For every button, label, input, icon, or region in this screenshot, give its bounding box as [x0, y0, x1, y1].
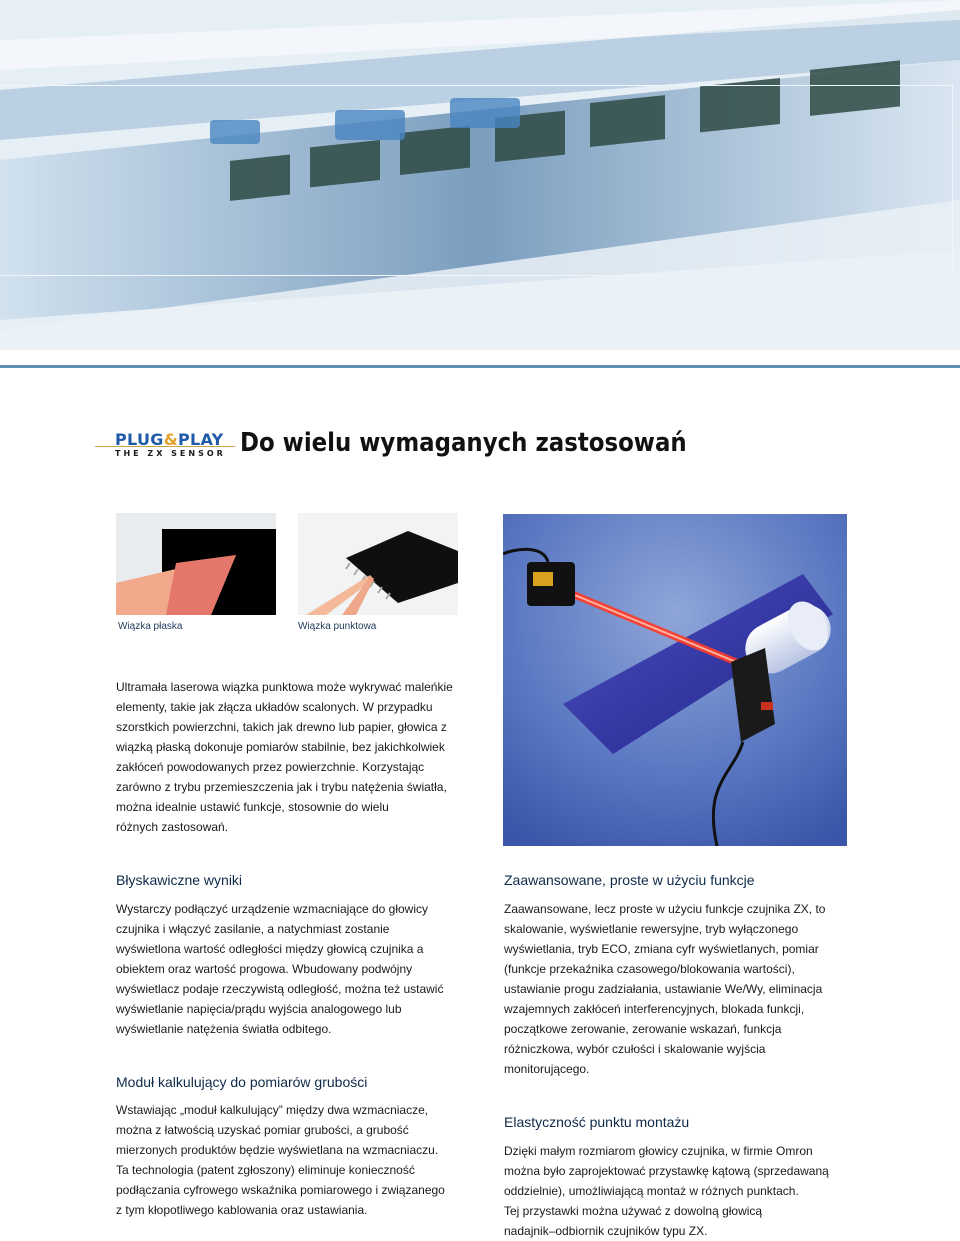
point-beam-image: [298, 513, 458, 615]
text-line: wyświetlona wartość odległości między głowicą czujnika a: [116, 942, 424, 956]
text-line: podłączania cyfrowego wskaźnika pomiarowego i związanego: [116, 1183, 445, 1197]
section-heading-fast-results: Błyskawiczne wyniki: [116, 872, 243, 888]
text-line: wyświetlania, tryb ECO, zmiana cyfr wyświetlanych, pomiar: [504, 942, 819, 956]
section-heading-mounting: Elastyczność punktu montażu: [504, 1114, 690, 1130]
divider-rule: [0, 365, 960, 368]
advanced-functions-paragraph: [504, 899, 864, 1079]
flat-beam-image: [116, 513, 276, 615]
text-line: ustawianie progu zadziałania, ustawianie We/Wy, eliminacja: [504, 982, 823, 996]
text-line: wyświetlanie natężenia światła odbitego.: [116, 1022, 332, 1036]
text-line: Ta technologia (patent zgłoszony) eliminuje konieczność: [116, 1163, 415, 1177]
text-line: Dzięki małym rozmiarom głowicy czujnika, w firmie Omron: [504, 1144, 813, 1158]
text-line: Tej przystawki można używać z dowolną głowicą: [504, 1204, 763, 1218]
text-line: można idealnie ustawić funkcje, stosownie do wielu: [116, 800, 389, 814]
logo-subtitle: THE ZX SENSOR: [115, 449, 226, 458]
text-line: mierzonych produktów będzie wyświetlana na wzmacniaczu.: [116, 1143, 439, 1157]
text-line: zakłóceń powodowanych przez powierzchnie. Korzystając: [116, 760, 425, 774]
hero-frame: [0, 85, 953, 276]
text-line: zarówno z trybu przemieszczenia jak i trybu natężenia światła,: [116, 780, 447, 794]
text-line: różnych zastosowań.: [116, 820, 229, 834]
text-line: Ultramała laserowa wiązka punktowa może wykrywać maleńkie: [116, 680, 453, 694]
text-line: wyświetlanie napięcia/prądu wyjścia analogowego lub: [116, 1002, 402, 1016]
text-line: wyświetlacz podaje rzeczywistą odległość, można też ustawić: [116, 982, 444, 996]
text-line: czujnika i włączyć zasilanie, a natychmiast zostanie: [116, 922, 390, 936]
mounting-paragraph: [504, 1141, 864, 1241]
text-line: nadajnik–odbiornik czujników typu ZX.: [504, 1224, 708, 1238]
plug-and-play-logo: [95, 428, 235, 462]
text-line: Zaawansowane, lecz proste w użyciu funkcje czujnika ZX, to: [504, 902, 826, 916]
text-line: skalowanie, wyświetlanie rewersyjne, tryb wyłączonego: [504, 922, 799, 936]
text-line: można z łatwością uzyskać pomiar grubości, a grubość: [116, 1123, 409, 1137]
point-beam-caption: Wiązka punktowa: [298, 621, 377, 632]
text-line: (funkcje przekaźnika czasowego/blokowania wartości),: [504, 962, 795, 976]
text-line: można było zaprojektować przystawkę kątową (sprzedawaną: [504, 1164, 829, 1178]
text-line: obiektem oraz wartość progowa. Wbudowany podwójny: [116, 962, 413, 976]
flat-beam-caption: Wiązka płaska: [118, 621, 183, 632]
text-line: szorstkich powierzchni, takich jak drewno lub papier, głowica z: [116, 720, 447, 734]
fast-results-paragraph: [116, 899, 486, 1039]
logo-word-plug: PLUG: [115, 430, 164, 449]
thickness-module-paragraph: [116, 1100, 486, 1220]
intro-paragraph: [116, 677, 476, 837]
text-line: Wystarczy podłączyć urządzenie wzmacniające do głowicy: [116, 902, 429, 916]
sensor-photo: [503, 514, 847, 846]
text-line: elementy, takie jak złącza układów scalonych. W przypadku: [116, 700, 433, 714]
text-line: Wstawiając „moduł kalkulujący” między dwa wzmacniacze,: [116, 1103, 429, 1117]
text-line: różniczkowa, wybór czułości i skalowanie wyjścia: [504, 1042, 766, 1056]
text-line: wzajemnych zakłóceń interferencyjnych, blokada funkcji,: [504, 1002, 805, 1016]
logo-word-play: PLAY: [177, 430, 224, 449]
hero-image: [0, 0, 960, 350]
section-heading-thickness-module: Moduł kalkulujący do pomiarów grubości: [116, 1074, 368, 1090]
section-heading-advanced-functions: Zaawansowane, proste w użyciu funkcje: [504, 872, 755, 888]
text-line: oddzielnie), umożliwiającą montaż w różnych punktach.: [504, 1184, 799, 1198]
text-line: z tym kłopotliwego kablowania oraz ustawiania.: [116, 1203, 368, 1217]
text-line: wiązką płaską dokonuje pomiarów stabilnie, bez jakichkolwiek: [116, 740, 445, 754]
logo-ampersand: &: [163, 430, 178, 449]
logo-wordmark: [115, 430, 224, 449]
page-title: Do wielu wymaganych zastosowań: [240, 428, 687, 458]
text-line: monitorującego.: [504, 1062, 590, 1076]
text-line: początkowe zerowanie, zerowanie wskazań, funkcja: [504, 1022, 782, 1036]
